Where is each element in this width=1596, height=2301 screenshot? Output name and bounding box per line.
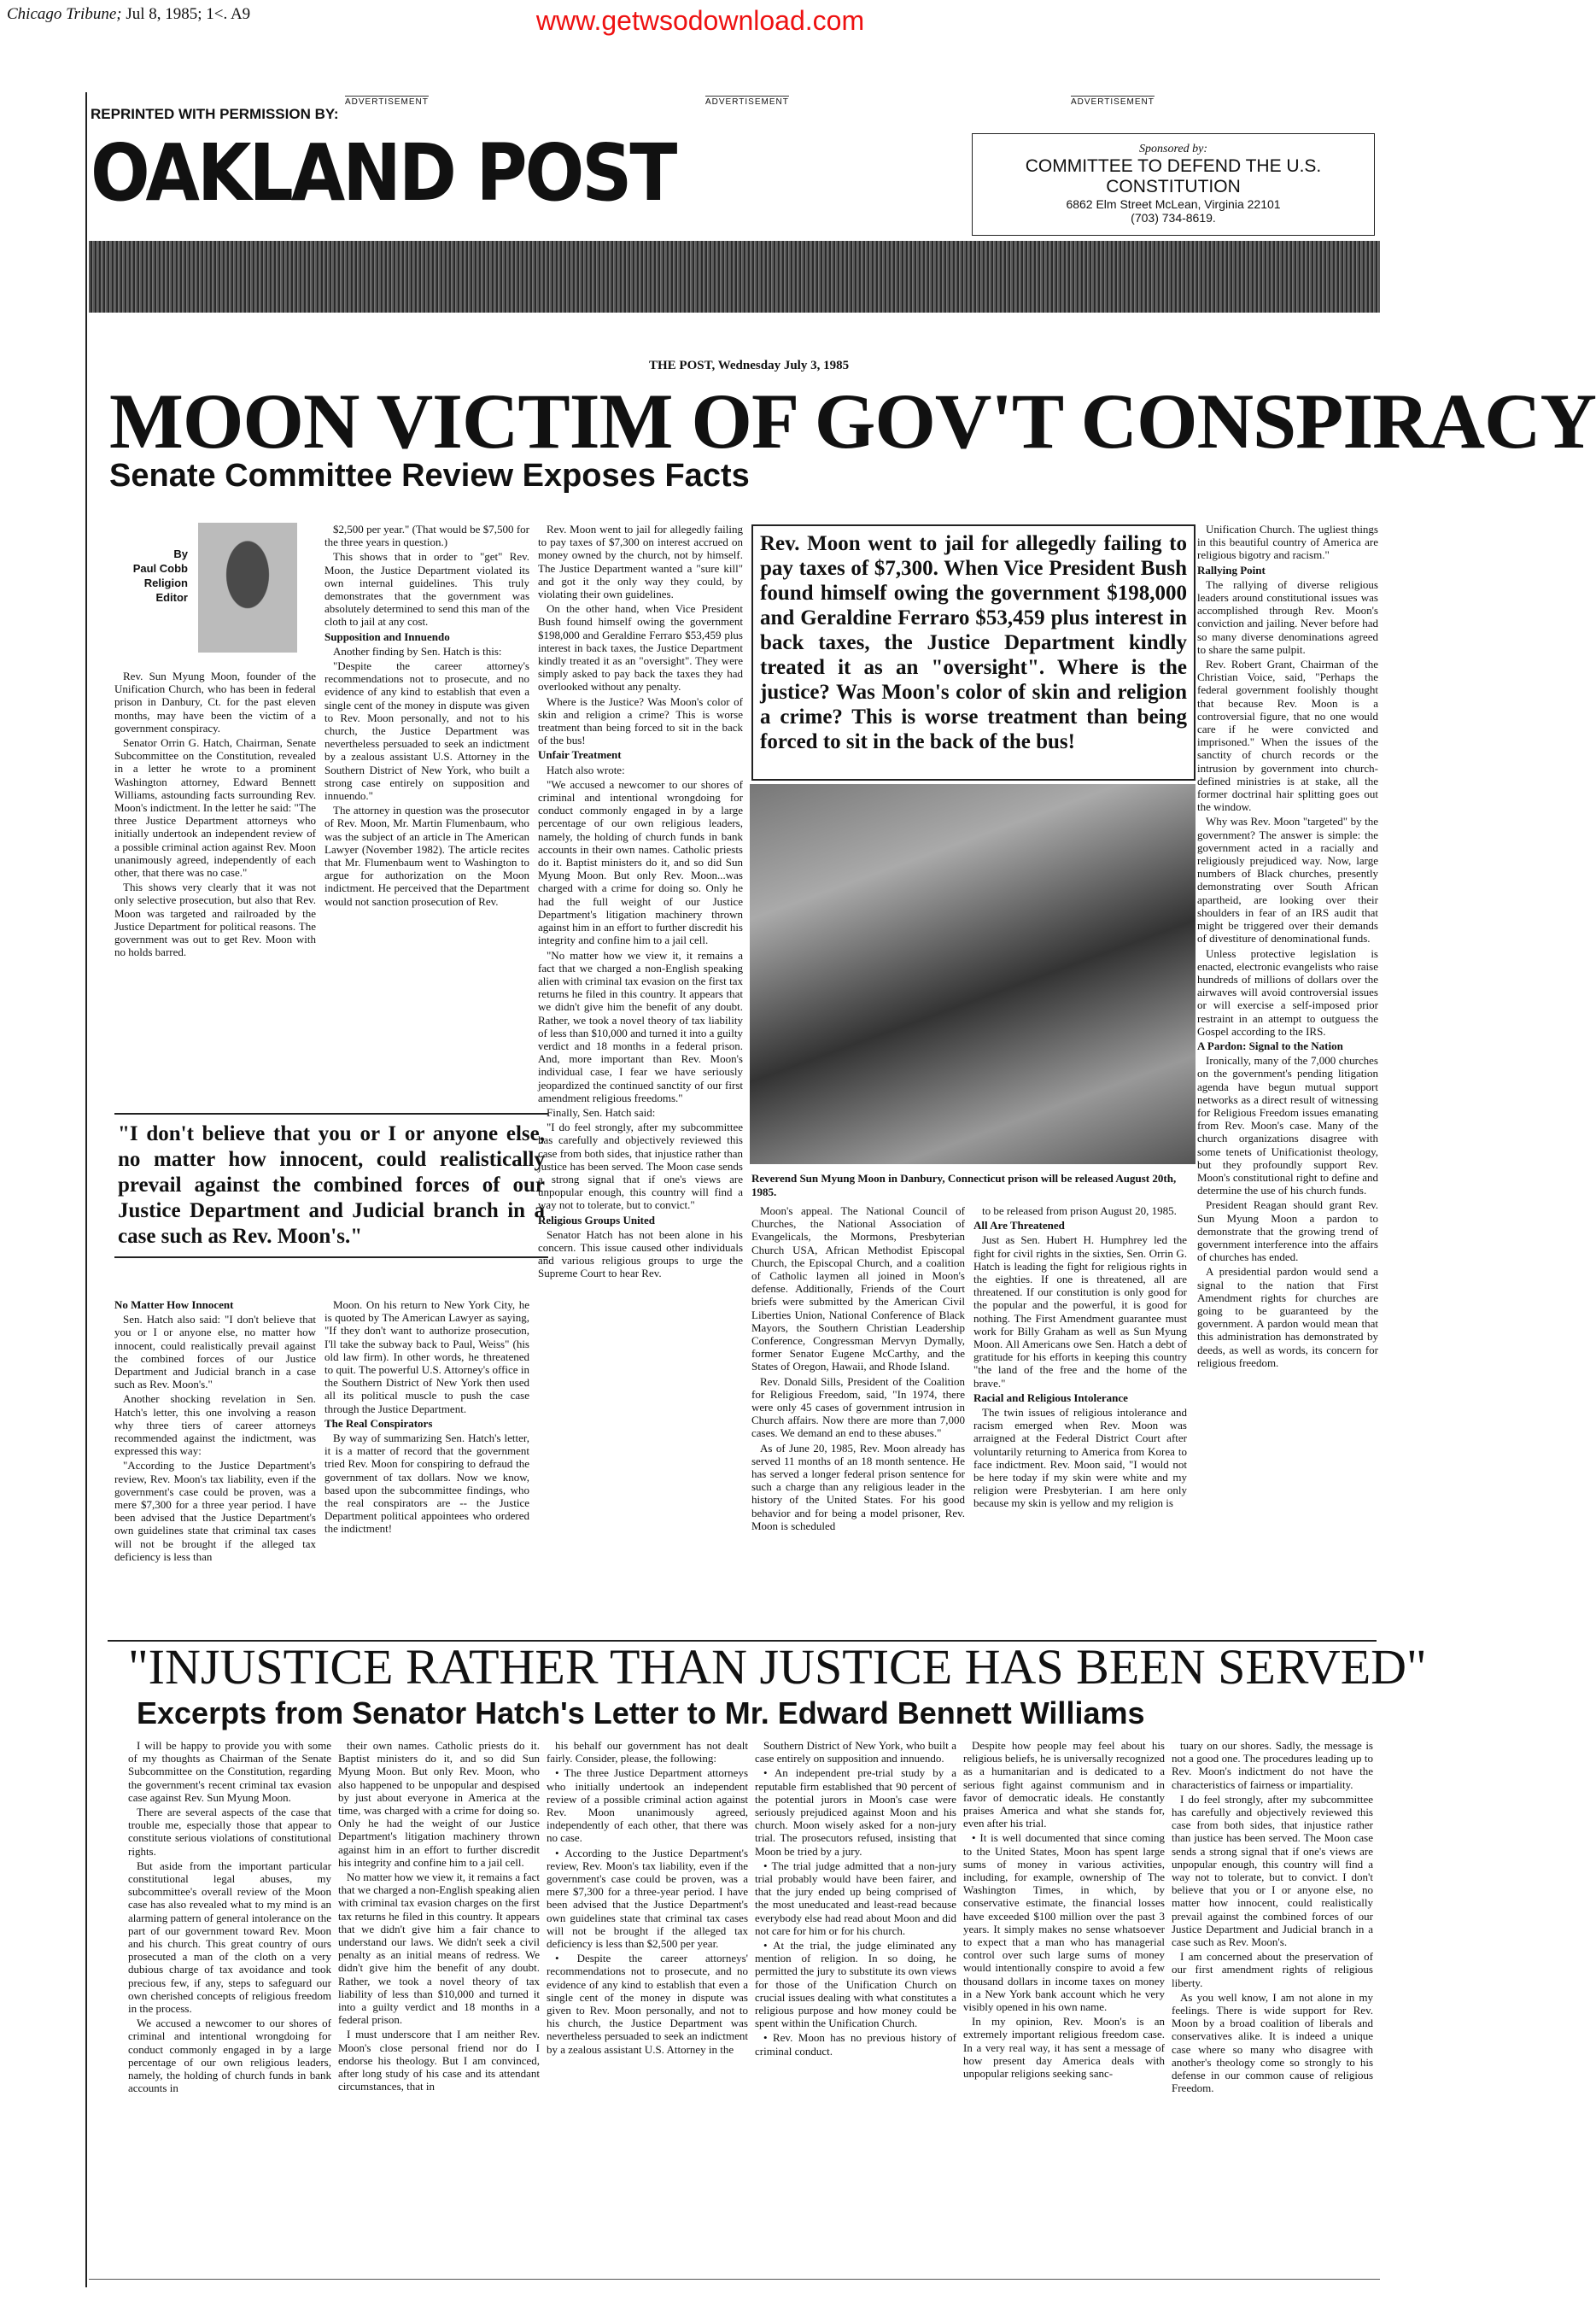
halftone-band [89,241,1380,313]
paragraph: In my opinion, Rev. Moon's is an extremely important religious freedom case. In a very real way, it has sent a message of how present day America deals with unpopular religions seeking sanc- [963,2015,1165,2081]
paragraph: • The trial judge admitted that a non-jury trial probably would have been fairer, and that the jury ended up being comprised of the most uneducated and least-read because everybody else had read about Moon and did not care for him or for his church. [755,1859,956,1937]
letter-column-5 [963,1739,1165,2275]
paragraph: Southern District of New York, who built a case entirely on supposition and innuendo. [755,1739,956,1765]
section-heading: The Real Conspirators [324,1416,433,1430]
paragraph: I will be happy to provide you with some of my thoughts as Chairman of the Senate Subcommittee on the Constitution, regarding the government's recent criminal tax evasion case against Rev. Sun Myung Moon. [128,1739,331,1804]
paragraph: Ironically, many of the 7,000 churches on the government's pending litigation agenda have begun mutual support networks as a direct result of witnessing for Religious Freedom issues emanating from Rev. Moon's case. Many of the church organizations disagree with some tenets of Unificationist theology, but they profoundly support Rev. Moon's constitutional right to define and determine the use of his church funds. [1197,1054,1378,1197]
paragraph: "We accused a newcomer to our shores of criminal and intentional wrongdoing for conduct commonly engaged in by a large percentage of our own religious leaders, namely, the holding of church funds in bank accounts in their own names. Catholic priests do it. Baptist ministers do it, and so did Sun Myung Moon. But only Rev. Moon...was charged with a crime for doing so. Only he had the full weight of our Justice Department's litigation machinery thrown against him in an effort to further discredit his integrity and confine him to a jail cell. [538,777,743,947]
paragraph: • An independent pre-trial study by a reputable firm established that 90 percent of the potential jurors in Moon's case were seriously prejudiced against Moon and his church. Moon wisely asked for a non-jury trial. The prosecutors refused, insisting that Moon be tried by a jury. [755,1766,956,1858]
section-heading: All Are Threatened [973,1219,1065,1232]
letter-column-1 [128,1739,331,2275]
paragraph: President Reagan should grant Rev. Sun Myung Moon a pardon to demonstrate that the growing trend of government interference into the affairs of churches has ended. [1197,1198,1378,1264]
article-column-1 [114,670,316,1104]
byline-line: Religion [143,577,188,589]
paragraph: Why was Rev. Moon "targeted" by the government? The answer is simple: the government acted in a racially and religiously prejudiced way. Now, large numbers of Black churches, presently demonstrating over South African apartheid, are looking over their shoulders in fear of an IRS audit that might be triggered over their demands of divestiture of denominational funds. [1197,815,1378,946]
sponsor-by: Sponsored by: [1139,143,1207,155]
reprint-notice: REPRINTED WITH PERMISSION BY: [91,106,339,122]
paragraph: Another finding by Sen. Hatch is this: [333,644,502,658]
letter-column-2 [338,1739,540,2275]
paragraph: "No matter how we view it, it remains a fact that we charged a non-English speaking alien with criminal tax evasion on the first tax returns he filed in this country. It appears that we didn't give him the benefit of any doubt. Rather, we took a novel theory of tax liability of less than $10,000 and turned it into a guilty verdict and 18 months in a federal prison. And, more important than Rev. Moon's individual case, I fear we have seriously jeopardized the continued sanctity of our first amendment religious freedoms." [538,948,743,1104]
paragraph: Senator Hatch has not been alone in his concern. This issue caused other individuals and various religious groups to urge the Supreme Court to hear Rev. [538,1227,743,1280]
dateline: THE POST, Wednesday July 3, 1985 [649,359,850,372]
section-heading: Rallying Point [1197,563,1266,577]
paragraph: This shows that in order to "get" Rev. Moon, the Justice Department violated its own internal guidelines. This truly demonstrates that the government was absolutely determined to send this man of the cloth to jail at any cost. [324,550,529,629]
section-heading: Religious Groups United [538,1213,656,1227]
paragraph: A presidential pardon would send a signal to the nation that First Amendment rights for churches are going to be guaranteed by the government. A pardon would mean that this administration has demonstrated by deeds, as well as words, its concern for religious freedom. [1197,1265,1378,1369]
article-column-2 [324,523,529,1104]
advertisement-label: ADVERTISEMENT [705,97,789,107]
paragraph: Rev. Robert Grant, Chairman of the Christian Voice, said, "Perhaps the federal government foolishly thought that because Rev. Moon is a controversial figure, that no one would care if he were convicted and imprisoned." When the issues of the sanctity of church records or the intrusion by government into church-defined ministries is at stake, all the former doctrinal hair splitting goes out the window. [1197,658,1378,814]
masthead: OAKLAND POST [91,128,675,220]
paragraph: "According to the Justice Department's review, Rev. Moon's tax liability, even if the government's case could be proven, was a mere $7,300 for a three year period. I have been advised that the Justice Department's own guidelines state that criminal tax cases will not be brought if the alleged tax deficiency is less than [114,1459,316,1563]
byline-line: Paul Cobb [132,562,188,575]
paragraph: Finally, Sen. Hatch said: [547,1105,656,1119]
author-photo [198,523,297,653]
clipping-citation: Chicago Tribune; Jul 8, 1985; 1<. A9 [7,5,251,23]
paragraph: Hatch also wrote: [547,763,625,776]
section-heading: Supposition and Innuendo [324,629,450,643]
section-heading: No Matter How Innocent [114,1298,234,1311]
paragraph: I must underscore that I am neither Rev. Moon's close personal friend nor do I endorse his theology. But I am convinced, after long study of his case and its attendant circumstances, that in [338,2028,540,2093]
paragraph: Rev. Moon went to jail for allegedly failing to pay taxes of $7,300 on interest accrued on money owned by the church, not by himself. The Justice Department wanted a "sure kill" and got it the only way they could, by violating their own guidelines. [538,523,743,601]
section-heading: A Pardon: Signal to the Nation [1197,1039,1343,1052]
paragraph: • Rev. Moon has no previous history of criminal conduct. [755,2031,956,2058]
paragraph: Rev. Donald Sills, President of the Coalition for Religious Freedom, said, "In 1974, there were only 45 cases of government intrusion in Church affairs. Now there are more than 7,000 cases. We demand an end to these abuses." [751,1374,965,1440]
paragraph: This shows very clearly that it was not only selective prosecution, but also that Rev. Moon was targeted and railroaded by the Justice Department for political reasons. The government was out to get Rev. Moon with no holds barred. [114,881,316,959]
paragraph: By way of summarizing Sen. Hatch's letter, it is a matter of record that the government tried Rev. Moon for conspiring to defraud the government of tax dollars. Now we know, based upon the subcommittee findings, who the real conspirators are -- the Justice Department political appointees who ordered the indictment! [324,1432,529,1536]
article-column-2b [324,1298,529,1633]
paragraph: Despite how people may feel about his religious beliefs, he is universally recognized as a humanitarian and is dedicated to a serious fight against communism and in favor of democratic ideals. He constantly praises America and what she stands for, even after his trial. [963,1739,1165,1830]
article-column-1b [114,1298,316,1633]
paragraph: $2,500 per year." (That would be $7,500 for the three years in question.) [324,523,529,549]
page-title: MOON VICTIM OF GOV'T CONSPIRACY [109,378,1596,465]
section-heading: Racial and Religious Intolerance [973,1391,1128,1404]
letter-column-4 [755,1739,956,2275]
byline [128,547,188,605]
paragraph: Senator Orrin G. Hatch, Chairman, Senate Subcommittee on the Constitution, revealed in a letter he wrote to a prominent Washington attorney, Edward Bennett Williams, astounding facts surrounding Rev. Moon's indictment. In the letter he said: "The three Justice Department attorneys who initially undertook an independent review of a possible criminal action against Rev. Moon unanimously agreed, independently of each other, that there was no case." [114,736,316,880]
byline-line: Editor [155,591,188,604]
paragraph: Moon's appeal. The National Council of Churches, the National Association of Evangelicals, the Mormons, Presbyterian Church USA, African Methodist Episcopal Church, the Episcopal Church, and a coalition of Catholic laymen all joined in Moon's defense. Additionally, Friends of the Court briefs were submitted by the American Civil Liberties Union, National Conference of Black Mayors, the Southern Christian Leadership Conference, Congressman Mervyn Dymally, former Senator Eugene McCarthy, and the States of Oregon, Hawaii, and Rhode Island. [751,1204,965,1373]
section2-headline: "INJUSTICE RATHER THAN JUSTICE HAS BEEN SERVED" [128,1639,1427,1695]
paragraph: • According to the Justice Department's review, Rev. Moon's tax liability, even if the government's case could be proven, was a mere $7,300 for a three-year period. I have been advised that the Justice Department's own guidelines state that criminal tax cases will not be brought if the alleged tax deficiency is less than $2,500 per year. [547,1846,748,1951]
paragraph: Unification Church. The ugliest things in this beautiful country of America are religious bigotry and racism." [1197,523,1378,562]
letter-column-3 [547,1739,748,2275]
paragraph: Another shocking revelation in Sen. Hatch's letter, this one involving a reason why three tiers of career attorneys recommended against the indictment, was expressed this way: [114,1392,316,1458]
paragraph: their own names. Catholic priests do it. Baptist ministers do it, and so did Sun Myung Moon. But only Rev. Moon, who also happened to be unpopular and despised by just about everyone in America at the time, was charged with a crime for doing so. Only he had the weight of our Justice Department's litigation machinery thrown against him in an effort to further discredit his integrity and confine him to a jail cell. [338,1739,540,1869]
sponsor-phone: (703) 734-8619. [1131,211,1216,225]
sponsor-name: COMMITTEE TO DEFEND THE U.S. CONSTITUTION [1025,156,1322,196]
article-column-3 [538,523,743,1633]
paragraph: Unless protective legislation is enacted, electronic evangelists who raise hundreds of millions of dollars over the airwaves will avoid controversial issues or will exercise a self-imposed prior restraint in an attempt to outguess the Gospel according to the IRS. [1197,946,1378,1038]
watermark: www.getwsodownload.com [535,5,865,36]
bottom-rule [89,2279,1380,2280]
paragraph: Where is the Justice? Was Moon's color of skin and religion a crime? This is worse treatment than being forced to sit in the back of the bus! [538,694,743,747]
subheadline: Senate Committee Review Exposes Facts [109,458,750,494]
paragraph: On the other hand, when Vice President Bush found himself owing the government $198,000 and Geraldine Ferraro $53,459 plus interest in back taxes, the Justice Department kindly treated it as an "oversight". They were simply asked to pay back the taxes they had overlooked without any penalty. [538,602,743,694]
paragraph: As you well know, I am not alone in my feelings. There is wide support for Rev. Moon by a broad coalition of liberals and conservatives alike. It is indeed a unique case where so many who disagree with another's theology come so strongly to his defense in our common cause of religious Freedom. [1172,1990,1373,2095]
paragraph: Sen. Hatch also said: "I don't believe that you or I or anyone else, no matter how innocent, could realistically prevail against the combined forces of our Justice Department and Judicial branch in a case such as Rev. Moon's." [114,1313,316,1391]
paragraph: We accused a newcomer to our shores of criminal and intentional wrongdoing for conduct commonly engaged in by a large percentage of our own religious leaders, namely, the holding of church funds in bank accounts in [128,2017,331,2095]
paragraph: The twin issues of religious intolerance and racism emerged when Rev. Moon was arraigned at the Federal District Court after voluntarily returning to America from Korea to face indictment. Rev. Moon said, "I would not be here today if my skin were white and my religion were Presbyterian. I am here only because my skin is yellow and my religion is [973,1406,1187,1510]
paragraph: No matter how we view it, it remains a fact that we charged a non-English speaking alien with criminal tax evasion charges on the first tax returns he filed in this country. It appears that we didn't give him a fair chance to understand our laws. We didn't seek a civil penalty as an initial means of redress. We didn't give him the benefit of any doubt. Rather, we took a novel theory of tax liability of less than $10,000 and turned it into a guilty verdict and 18 months in a federal prison. [338,1871,540,2027]
letter-column-6 [1172,1739,1373,2275]
advertisement-label: ADVERTISEMENT [1071,97,1155,107]
advertisement-label: ADVERTISEMENT [345,97,429,107]
paragraph: The attorney in question was the prosecutor of Rev. Moon, Mr. Martin Flumenbaum, who was the subject of an article in The American Lawyer (November 1982). The article recites that Mr. Flumenbaum went to Washington to argue for authorization on the Moon indictment. He perceived that the Department would not sanction prosecution of Rev. [324,804,529,908]
section-heading: Unfair Treatment [538,748,622,762]
paragraph: But aside from the important particular constitutional legal abuses, my subcommittee's overall review of the Moon case has also revealed what to my mind is an alarming pattern of general intolerance on the part of our government toward Rev. Moon and his church. This great country of ours prosecuted a man of the cloth on a very dubious charge of tax avoidance and took precious few, if any, steps to safeguard our own cherished concepts of religious freedom in the process. [128,1859,331,2016]
paragraph: tuary on our shores. Sadly, the message is not a good one. The procedures leading up to Rev. Moon's indictment do not have the characteristics of fairness or impartiality. [1172,1739,1373,1791]
paragraph: There are several aspects of the case that trouble me, especially those that appear to constitute serious violations of constitutional rights. [128,1806,331,1858]
paragraph: • It is well documented that since coming to the United States, Moon has spent large sums of money in various activities, including, for example, ownership of The Washington Times, in which, by conservative estimate, the financial losses have exceeded $100 million over the past 3 years. It simply makes no sense whatsoever to expect that a man who has managerial control over such large sums of money would intentionally conspire to avoid a few thousand dollars in income taxes on money in a New York bank account which he very visibly opened in his own name. [963,1831,1165,2014]
paragraph: "Despite the career attorney's recommendations not to prosecute, and no evidence of any kind to establish that even a single cent of the money in dispute was given to Rev. Moon personally, and not to his church, the Justice Department was nevertheless persuaded to seek an indictment by a zealous assistant U.S. Attorney in the Southern District of New York, who built a strong case entirely on supposition and innuendo." [324,659,529,803]
paragraph: Rev. Sun Myung Moon, founder of the Unification Church, who has been in federal prison in Danbury, Ct. for the past eleven months, may have been the victim of a government conspiracy. [114,670,316,735]
paragraph: I do feel strongly, after my subcommittee has carefully and objectively reviewed this case from both sides, that injustice rather than justice has been served. The Moon case sends a strong signal that if one's views are unpopular enough, this country will find a way not to tolerate, but to convict. I don't believe that you or I or anyone else, no matter how innocent, could realistically prevail against the combined forces of our Justice Department and Judicial branch in a case such as Rev. Moon's. [1172,1792,1373,1949]
section2-subheadline: Excerpts from Senator Hatch's Letter to Mr. Edward Bennett Williams [137,1695,1145,1730]
paragraph: Just as Sen. Hubert H. Humphrey led the fight for civil rights in the sixties, Sen. Orrin G. Hatch is leading the fight for religious rights in the eighties. If one is threatened, all are threatened. If our constitution is only good for the popular and the powerful, it is good for nothing. The First Amendment guarantee must work for Billy Graham as well as Sun Myung Moon. All Americans owe Sen. Hatch a debt of gratitude for his efforts in keeping this country "the land of the free and the home of the brave." [973,1233,1187,1390]
photo-caption: Reverend Sun Myung Moon in Danbury, Connecticut prison will be released August 20th, 1985. [751,1172,1177,1198]
paragraph: "I do feel strongly, after my subcommittee has carefully and objectively reviewed this case from both sides, that injustice rather than justice has been served. The Moon case sends a strong signal that if one's views are unpopular enough, this country will find a way not to tolerate, but to convict." [538,1121,743,1212]
article-column-4a [751,1204,965,1631]
article-column-5 [1197,523,1378,1633]
paragraph: to be released from prison August 20, 1985. [982,1204,1177,1217]
pull-quote: "I don't believe that you or I or anyone else, no matter how innocent, could realistically prevail against the combined forces of our Justice Department and Judicial branch in a case such as Rev. Moon's." [114,1113,548,1258]
paragraph: As of June 20, 1985, Rev. Moon already has served 11 months of an 18 month sentence. He has served a longer federal prison sentence for such a charge than any religious leader in the history of the United States. For his good behavior and for being a model prisoner, Rev. Moon is scheduled [751,1441,965,1532]
box-quote: Rev. Moon went to jail for allegedly failing to pay taxes of $7,300. When Vice President Bush found himself owing the government $198,000 and Geraldine Ferraro $53,459 plus interest in back taxes, the Justice Department kindly treated it as an "oversight". Where is the justice? Was Moon's color of skin and religion a crime? This is worse treatment than being forced to sit in the back of the bus! [751,524,1196,781]
byline-line: By [173,547,188,560]
paragraph: • Despite the career attorneys' recommendations not to prosecute, and no evidence of any kind to establish that even a single cent of the money in dispute was given to Rev. Moon personally, and not to his church, the Justice Department was nevertheless persuaded to seek an indictment by a zealous assistant U.S. Attorney in the [547,1952,748,2056]
paragraph: • The three Justice Department attorneys who initially undertook an independent review of a possible criminal action against Rev. Moon unanimously agreed, independently of each other, that there was no case. [547,1766,748,1845]
paragraph: • At the trial, the judge eliminated any mention of religion. In so doing, he permitted the jury to substitute its own views for those of the Unification Church on crucial issues dealing with what constitutes a religious purpose and how money could be spent within the Unification Church. [755,1939,956,2030]
moon-photo [750,784,1196,1164]
sponsor-address: 6862 Elm Street McLean, Virginia 22101 [1066,197,1281,211]
paragraph: Moon. On his return to New York City, he is quoted by The American Lawyer as saying, "If they don't want to authorize prosecution, I'll take the subway back to Paul, Weiss" (his old law firm). In other words, he threatened to quit. The powerful U.S. Attorney's office in the Southern District of New York then used all its political muscle to push the case through the Justice Department. [324,1298,529,1415]
sponsor-box [972,133,1375,236]
paragraph: The rallying of diverse religious leaders around constitutional issues was accomplished through Rev. Moon's conviction and jailing. Never before had so many diverse denominations agreed to share the same pulpit. [1197,577,1378,656]
paragraph: I am concerned about the preservation of our first amendment rights of religious liberty. [1172,1950,1373,1989]
article-column-4b [973,1204,1187,1631]
paragraph: his behalf our government has not dealt fairly. Consider, please, the following: [547,1739,748,1765]
